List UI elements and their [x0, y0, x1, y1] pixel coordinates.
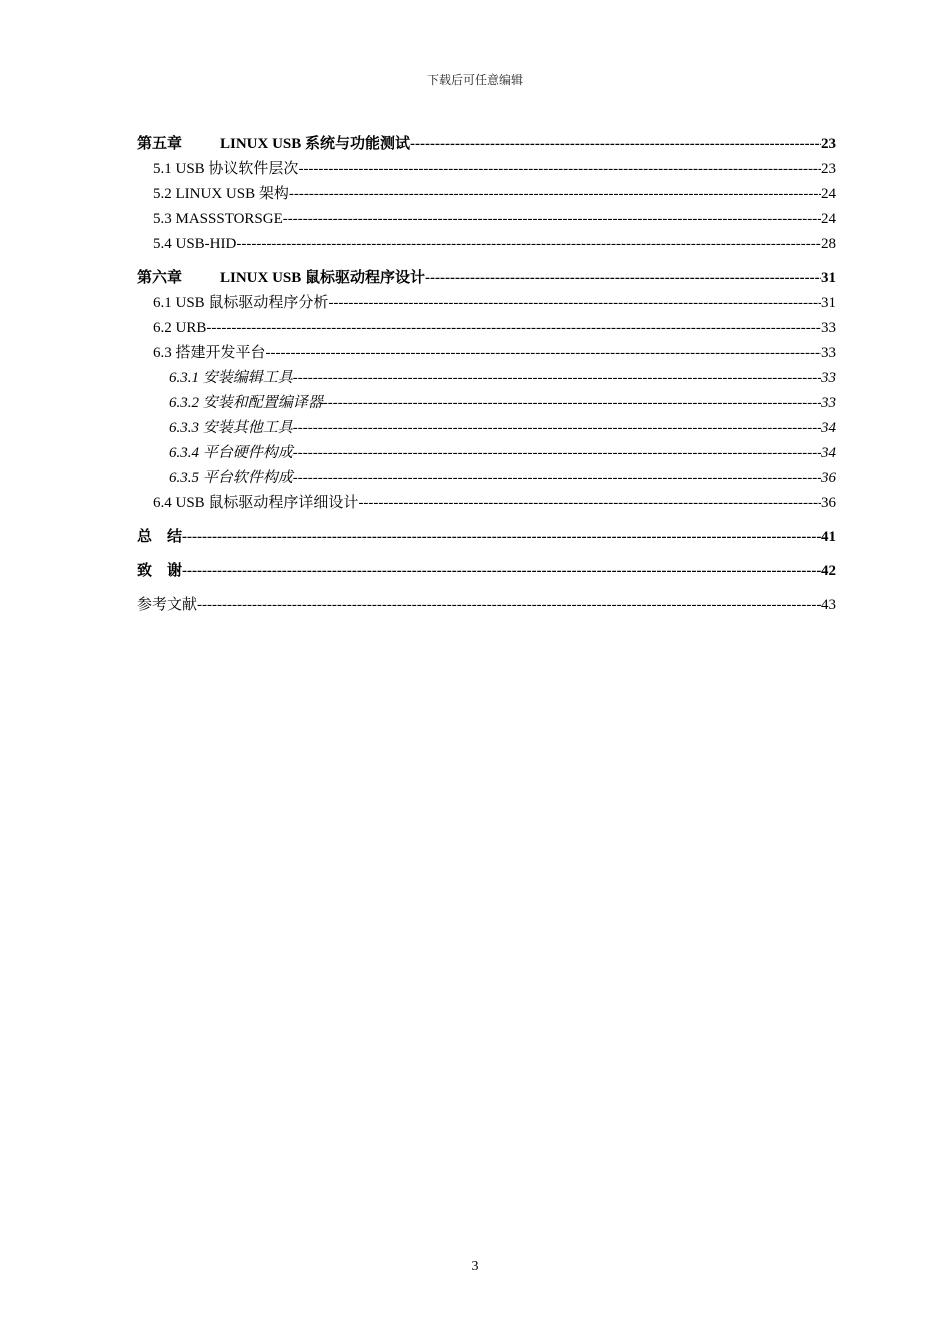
table-of-contents	[137, 132, 836, 618]
entry-title: 6.3.2 安装和配置编译器	[169, 395, 323, 411]
leader-dots	[289, 182, 821, 207]
entry-title: 6.3.3 安装其他工具	[169, 420, 293, 436]
leader-dots	[293, 416, 821, 441]
leader-dots	[266, 341, 821, 366]
entry-title: 5.4 USB-HID	[153, 236, 237, 252]
page-ref: 34	[821, 445, 836, 461]
page-header: 下载后可任意编辑	[426, 73, 523, 87]
page-ref: 28	[821, 236, 836, 252]
entry-title: 6.3.5 平台软件构成	[169, 470, 293, 486]
entry-title: 6.3 搭建开发平台	[153, 345, 266, 361]
leader-dots	[236, 232, 821, 257]
leader-dots	[358, 491, 821, 516]
page-ref: 36	[821, 470, 836, 486]
entry-title: 总 结	[137, 529, 183, 545]
toc-entry-6-3-4[interactable]	[137, 441, 836, 466]
leader-dots	[182, 525, 821, 550]
entry-title: 6.1 USB 鼠标驱动程序分析	[153, 295, 329, 311]
chapter-number: 第六章	[137, 270, 183, 286]
leader-dots	[410, 132, 821, 157]
toc-entry-summary[interactable]	[137, 525, 836, 550]
leader-dots	[298, 157, 821, 182]
chapter-title: LINUX USB 鼠标驱动程序设计	[220, 270, 426, 286]
page-ref: 42	[821, 563, 836, 579]
entry-title: 5.2 LINUX USB 架构	[153, 186, 289, 202]
toc-entry-5-2[interactable]	[137, 182, 836, 207]
leader-dots	[182, 559, 821, 584]
toc-entry-5-4[interactable]	[137, 232, 836, 257]
leader-dots	[293, 441, 821, 466]
page-ref: 23	[821, 136, 836, 152]
entry-title: 6.3.1 安装编辑工具	[169, 370, 293, 386]
page-ref: 33	[821, 395, 836, 411]
toc-entry-6-4[interactable]	[137, 491, 836, 516]
page-ref: 24	[821, 211, 836, 227]
leader-dots	[283, 207, 821, 232]
leader-dots	[293, 466, 821, 491]
toc-entry-chapter-5[interactable]	[137, 132, 836, 157]
toc-entry-6-1[interactable]	[137, 291, 836, 316]
leader-dots	[293, 366, 821, 391]
page-ref: 24	[821, 186, 836, 202]
page-ref: 36	[821, 495, 836, 511]
page-ref: 31	[821, 295, 836, 311]
leader-dots	[206, 316, 821, 341]
chapter-number: 第五章	[137, 136, 183, 152]
toc-entry-6-3-3[interactable]	[137, 416, 836, 441]
toc-entry-thanks[interactable]	[137, 559, 836, 584]
entry-title: 参考文献	[137, 597, 198, 613]
toc-entry-5-3[interactable]	[137, 207, 836, 232]
page-ref: 23	[821, 161, 836, 177]
chapter-title: LINUX USB 系统与功能测试	[220, 136, 411, 152]
leader-dots	[425, 266, 821, 291]
entry-title: 致 谢	[137, 563, 183, 579]
entry-title: 6.2 URB	[153, 320, 207, 336]
entry-title: 5.3 MASSSTORSGE	[153, 211, 283, 227]
toc-entry-5-1[interactable]	[137, 157, 836, 182]
toc-entry-6-3-1[interactable]	[137, 366, 836, 391]
page-ref: 31	[821, 270, 836, 286]
leader-dots	[323, 391, 821, 416]
toc-entry-6-3[interactable]	[137, 341, 836, 366]
entry-title: 6.3.4 平台硬件构成	[169, 445, 293, 461]
toc-entry-references[interactable]	[137, 593, 836, 618]
entry-title: 5.1 USB 协议软件层次	[153, 161, 299, 177]
toc-entry-6-3-2[interactable]	[137, 391, 836, 416]
toc-entry-chapter-6[interactable]	[137, 266, 836, 291]
page-ref: 33	[821, 345, 836, 361]
page-number: 3	[471, 1259, 479, 1274]
entry-title: 6.4 USB 鼠标驱动程序详细设计	[153, 495, 359, 511]
leader-dots	[197, 593, 821, 618]
page-ref: 43	[821, 597, 836, 613]
leader-dots	[328, 291, 821, 316]
page-ref: 33	[821, 370, 836, 386]
toc-entry-6-3-5[interactable]	[137, 466, 836, 491]
toc-entry-6-2[interactable]	[137, 316, 836, 341]
page-ref: 34	[821, 420, 836, 436]
page-ref: 41	[821, 529, 836, 545]
page-ref: 33	[821, 320, 836, 336]
